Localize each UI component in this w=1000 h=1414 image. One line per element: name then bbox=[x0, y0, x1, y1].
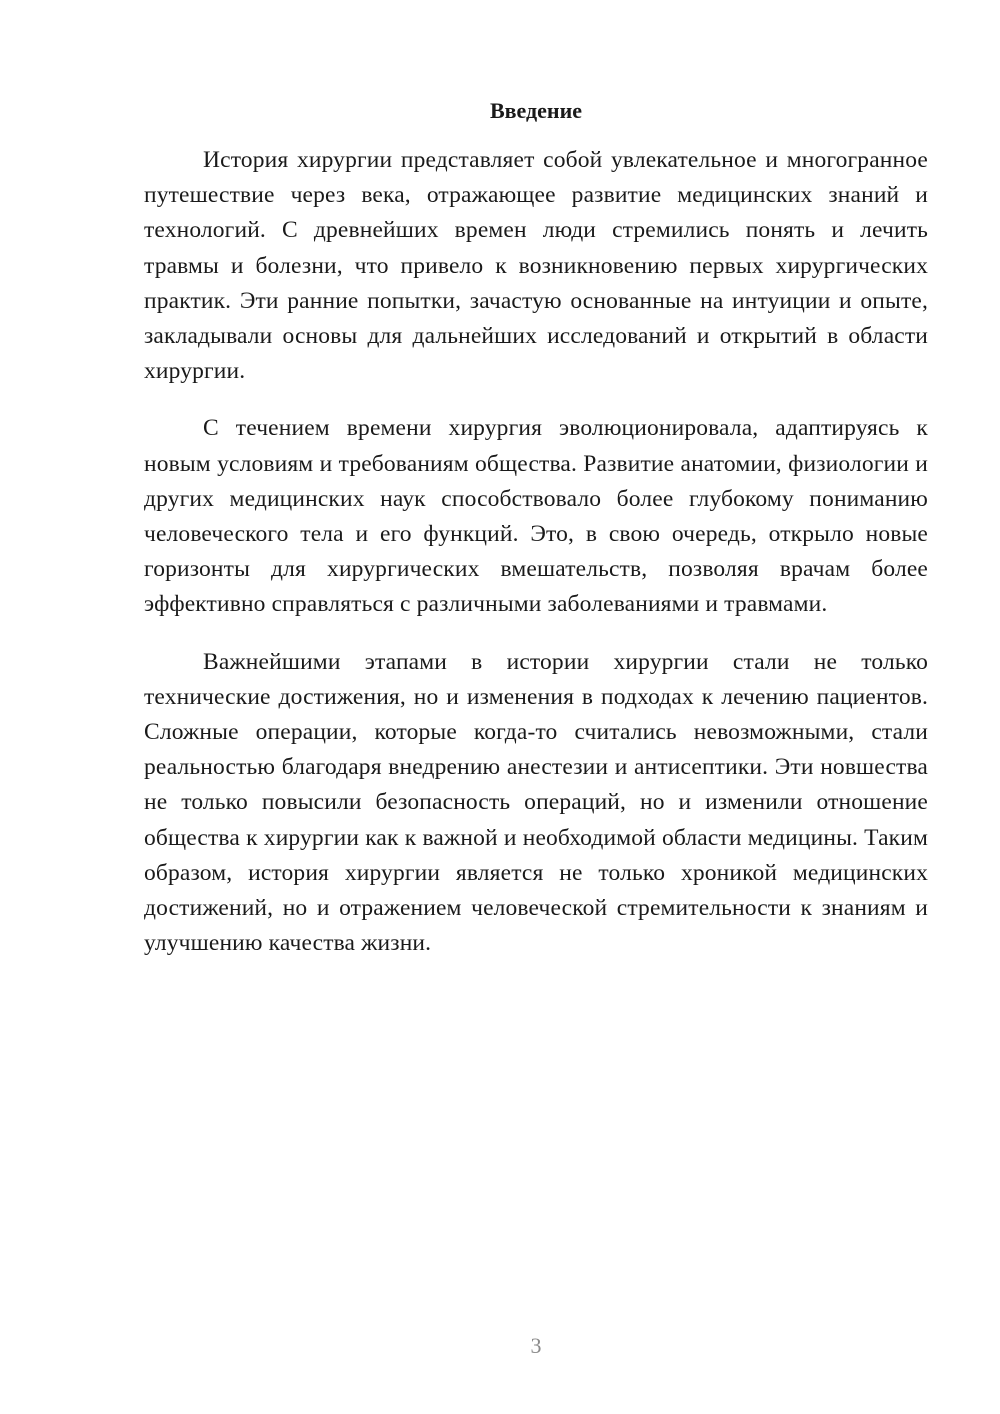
paragraph: Важнейшими этапами в истории хирургии стали не только технические достижения, но и изменения в подходах к лечению пациентов. Сложные операции, которые когда-то считались невозможными, стали реальностью благодаря внедрению анестезии и антисептики. Эти новшества не только повысили безопасность операций, но и изменили отношение общества к хирургии как к важной и необходимой области медицины. Таким образом, история хирургии является не только хроникой медицинских достижений, но и отражением человеческой стремительности к знаниям и улучшению качества жизни. bbox=[144, 648, 928, 957]
paragraph: История хирургии представляет собой увлекательное и многогранное путешествие через века, отражающее развитие медицинских знаний и технологий. С древнейших времен люди стремились понять и лечить травмы и болезни, что привело к возникновению первых хирургических практик. Эти ранние попытки, зачастую основанные на интуиции и опыте, закладывали основы для дальнейших исследований и открытий в области хирургии. bbox=[144, 147, 928, 385]
body-text bbox=[144, 143, 928, 983]
page-number: 3 bbox=[530, 1333, 542, 1358]
paragraph: С течением времени хирургия эволюционировала, адаптируясь к новым условиям и требованиям общества. Развитие анатомии, физиологии и других медицинских наук способствовало более глубокому пониманию человеческого тела и его функций. Это, в свою очередь, открыло новые горизонты для хирургических вмешательств, позволяя врачам более эффективно справляться с различными заболеваниями и травмами. bbox=[144, 415, 928, 618]
page-title: Введение bbox=[489, 98, 583, 123]
